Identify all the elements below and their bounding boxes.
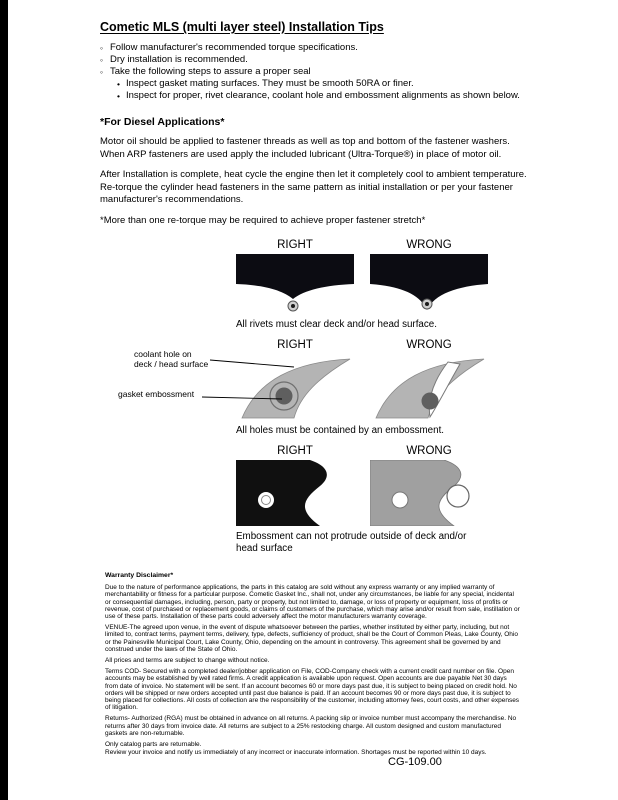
diagram-row-embossment: [118, 339, 488, 437]
list-item-text: Follow manufacturer's recommended torque specifications.: [110, 42, 358, 53]
embossment-right-diagram: [236, 354, 354, 420]
legal-paragraph: Terms COD- Secured with a completed dealer/jobber application on File, COD-Company check with a current credit card number on file. Open accounts may be established by well rated firms. A credit application is available upon request. Open accounts are due payable Net 30 days from date of invoice. No statement will be sent. If an account becomes 60 or more days past due, it is subject to being placed on credit hold. No orders will be shipped or new orders accepted until past due balance is paid. If an account becomes 90 or more days past due, it is subject to being placed for collections. All costs of collection are the responsibility of the customer, including attorney fees, court costs, and other expenses of litigation.: [105, 668, 520, 712]
diagram-row-rivets: [236, 239, 488, 331]
diagram-labels: [236, 239, 488, 251]
gasket-embossment-callout: gasket embossment: [118, 389, 195, 399]
page-title: Cometic MLS (multi layer steel) Installation Tips: [100, 20, 384, 34]
sub-list-item: [117, 78, 545, 90]
diagram-caption: All rivets must clear deck and/or head surface.: [236, 319, 437, 330]
main-content: [100, 20, 545, 555]
legal-paragraph: Only catalog parts are returnable.: [105, 741, 202, 749]
diesel-paragraph: Motor oil should be applied to fastener threads as well as top and bottom of the fastener washers. When ARP fasteners are used apply the included lubricant (Ultra-Torque®) in place of motor oil.: [100, 136, 510, 160]
sub-bullet-marker: •: [117, 91, 120, 101]
diagram-labels: [236, 339, 488, 351]
list-item-text: Dry installation is recommended.: [110, 54, 248, 65]
diesel-paragraph: After Installation is complete, heat cycle the engine then let it completely cool to ambient temperature. Re-torque the cylinder head fasteners in the same pattern as initial installation or per your fastener manufacturer's recommendations.: [100, 169, 527, 205]
rivet-wrong-diagram: [370, 254, 488, 314]
legal-paragraph: Due to the nature of performance applications, the parts in this catalog are sold without any express warranty or any implied warranty of merchantability or fitness for a particular purpose. Cometic Gasket Inc., shall not, under any circumstances, be liable for any special, incidental or consequential damages, including, person, party or property, but not limited to, damage, or loss of property or equipment, loss of profits or revenue, cost of purchased or replacement goods, or claims of customers of the purchase, which may arise and/or result from sale, instillation or use of these parts. Installation of these parts could adversely affect the motor manufacturers warranty coverage.: [105, 584, 520, 621]
sub-list-item: [117, 90, 545, 102]
list-item: [100, 42, 545, 54]
diagram-labels: [236, 445, 488, 457]
sub-list-item-text: Inspect for proper, rivet clearance, coolant hole and embossment alignments as shown below.: [126, 90, 520, 101]
rivet-right-diagram: [236, 254, 354, 314]
list-item: [100, 54, 545, 66]
legal-paragraph: Review your invoice and notify us immediately of any incorrect or inaccurate information. Shortages must be reported within 10 days.: [105, 749, 487, 757]
embossment-wrong-diagram: [370, 354, 488, 420]
diagram-row-protrusion: [236, 445, 488, 555]
wrong-label: WRONG: [406, 339, 452, 351]
diagram-caption: All holes must be contained by an embossment.: [236, 425, 445, 436]
protrusion-wrong-diagram: [370, 460, 488, 526]
diagram-panels: [236, 254, 488, 314]
right-label: RIGHT: [277, 445, 313, 457]
list-item-text: Take the following steps to assure a proper seal: [110, 66, 311, 77]
coolant-hole-callout: coolant hole on deck / head surface: [134, 349, 209, 369]
wrong-label: WRONG: [406, 239, 452, 251]
legal-paragraph: VENUE-The agreed upon venue, in the event of dispute whatsoever between the parties, whether instituted by either party, including, but not limited to, contract terms, payment terms, delivery, type, defects, sufficiency of product, shall be the Court of Common Pleas, Lake County, Ohio or the Painesville Municipal Court, Lake County, Ohio, depending on the amount in controversy. This agreement shall be governed by and construed under the laws of the State of Ohio.: [105, 624, 518, 653]
diagram-panels: [236, 460, 488, 526]
diagram-caption: Embossment can not protrude outside of deck and/or head surface: [236, 531, 467, 554]
bullet-marker: ◦: [100, 67, 104, 77]
protrusion-right-diagram: [236, 460, 354, 526]
right-label: RIGHT: [277, 239, 313, 251]
sub-bullet-marker: •: [117, 79, 120, 89]
retorque-note: *More than one re-torque may be required to achieve proper fastener stretch*: [100, 214, 426, 226]
legal-paragraph: All prices and terms are subject to change without notice.: [105, 657, 270, 665]
sub-list-item-text: Inspect gasket mating surfaces. They must be smooth 50RA or finer.: [126, 78, 414, 89]
bullet-marker: ◦: [100, 55, 104, 65]
page-code: CG-109.00: [388, 756, 442, 768]
bullet-marker: ◦: [100, 43, 104, 53]
warranty-disclaimer-section: [105, 572, 520, 760]
diagram-section: [118, 239, 488, 555]
wrong-label: WRONG: [406, 445, 452, 457]
legal-paragraph: Returns- Authorized (RGA) must be obtained in advance on all returns. A packing slip or invoice number must accompany the merchandise. No returns after 30 days from invoice date. All returns are subject to a 25% restocking charge. All custom designed and custom manufactured gaskets are non-returnable.: [105, 715, 517, 737]
warranty-disclaimer-heading: Warranty Disclaimer*: [105, 572, 174, 579]
list-item: [100, 66, 545, 78]
right-label: RIGHT: [277, 339, 313, 351]
diesel-applications-heading: *For Diesel Applications*: [100, 116, 225, 128]
left-border-bar: [0, 0, 8, 800]
diagram-panels: [118, 349, 488, 420]
